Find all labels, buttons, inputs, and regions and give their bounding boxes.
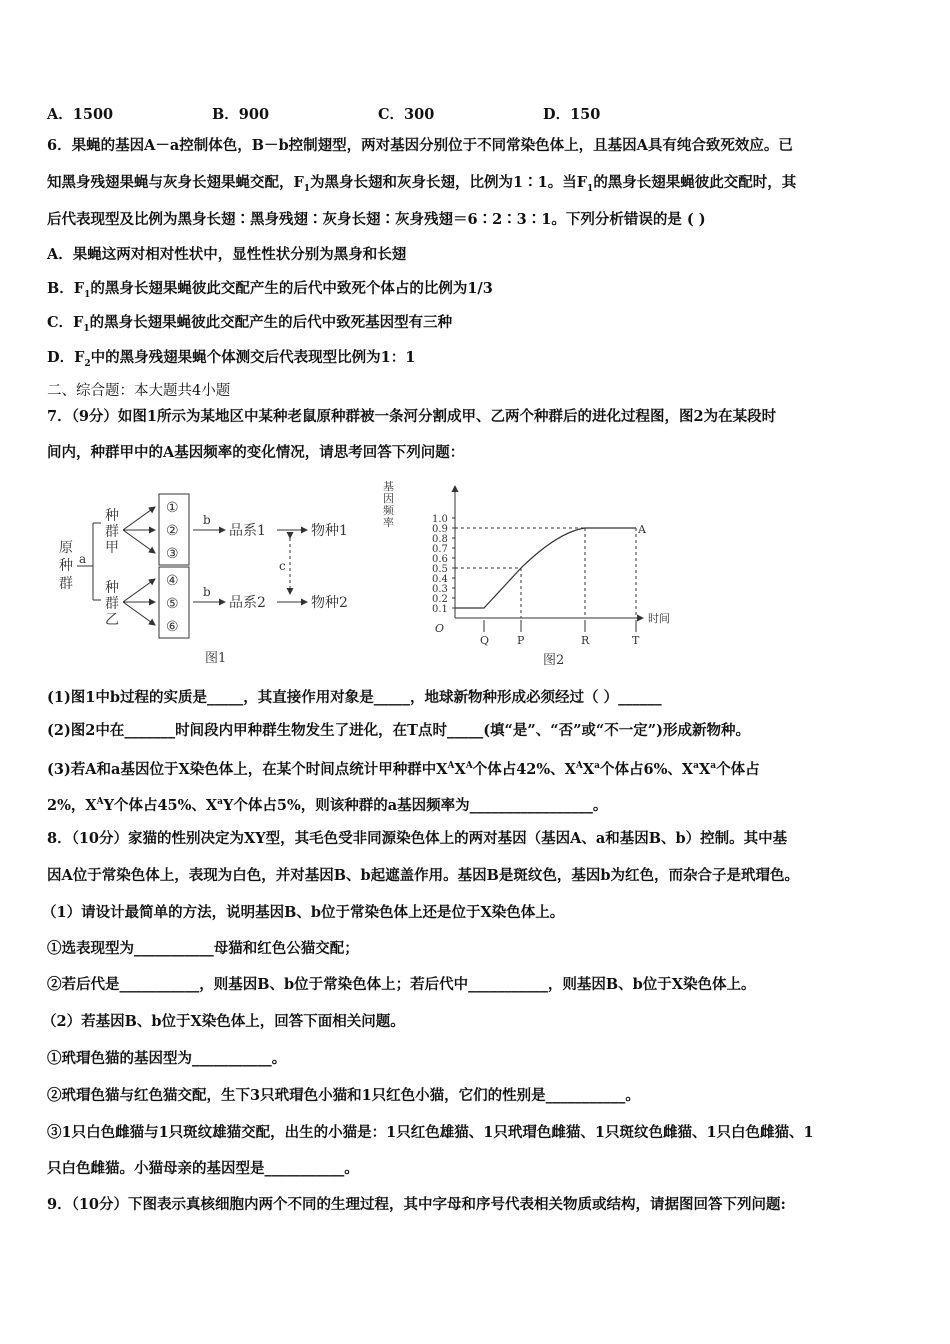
x-tick-label: Q <box>480 634 490 647</box>
species-1: 物种1 <box>311 523 348 539</box>
q7-part3-cont: 2%，$X^AY$个体占45%、$X^aY$个体占5%，则该种群的a基因频率为_________________。 <box>47 796 608 814</box>
y-tick-label: 0.9 <box>432 524 448 535</box>
ylabel-2: 因 <box>383 492 394 505</box>
pop-b-3: 乙 <box>105 612 119 628</box>
fig2-caption: 图2 <box>543 653 565 668</box>
q6-option-c: C．$F_1$的黑身长翅果蝇彼此交配产生的后代中致死基因型有三种 <box>47 314 453 334</box>
y-tick-label: 0.6 <box>432 554 448 565</box>
origin-label-3: 群 <box>59 576 73 592</box>
q6-option-b: B．$F_1$的黑身长翅果蝇彼此交配产生的后代中致死个体占的比例为1/3 <box>47 280 493 300</box>
q5-option-a: A．1500 <box>47 106 114 123</box>
frequency-curve <box>455 528 636 608</box>
strain-1: 品系1 <box>229 523 266 539</box>
ylabel-1: 基 <box>383 480 394 493</box>
q8-part1-a: ①选表现型为___________母猫和红色公猫交配； <box>47 940 359 957</box>
q7-part1: (1)图1中b过程的实质是_____，其直接作用对象是_____，地球新物种形成必须经过（ ）______ <box>47 689 662 706</box>
q9-stem: 9．（10分）下图表示真核细胞内两个不同的生理过程，其中字母和序号代表相关物质或结构，请据图回答下列问题: <box>47 1196 786 1213</box>
q5-option-c: C．300 <box>378 106 435 123</box>
circle-5: ⑤ <box>166 596 179 612</box>
origin-label: O <box>435 622 445 635</box>
y-tick-label: 1.0 <box>432 514 448 525</box>
pop-b-1: 种 <box>105 580 119 596</box>
y-tick-label: 0.2 <box>432 594 448 605</box>
q7-stem-line1: 7．（9分）如图1所示为某地区中某种老鼠原种群被一条河分割成甲、乙两个种群后的进化过程图，图2为在某段时 <box>47 408 777 425</box>
species-2: 物种2 <box>311 595 348 611</box>
ylabel-4: 率 <box>383 516 394 529</box>
pop-a-2: 群 <box>105 524 119 540</box>
figure-2-chart <box>375 478 705 673</box>
ylabel-3: 频 <box>383 504 394 517</box>
fig1-caption: 图1 <box>205 651 227 666</box>
q8-part2-b: ②玳瑁色猫与红色猫交配，生下3只玳瑁色小猫和1只红色小猫，它们的性别是___________。 <box>47 1087 640 1104</box>
c-label: c <box>279 559 286 573</box>
q8-part1-b: ②若后代是___________，则基因B、b位于常染色体上；若后代中___________，则基因B、b位于X染色体上。 <box>47 976 756 993</box>
y-tick-label: 0.4 <box>432 574 448 585</box>
x-tick-label: T <box>632 634 640 647</box>
q6-stem-line2: 知黑身残翅果蝇与灰身长翅果蝇交配，$F_1$为黑身长翅和灰身长翅，比例为1∶1。当$F_1$的黑身长翅果蝇彼此交配时，其 <box>47 174 797 194</box>
pop-a-1: 种 <box>105 508 119 524</box>
figure-1-diagram <box>55 490 375 675</box>
y-tick-label: 0.7 <box>432 544 448 555</box>
curve-label-a: A <box>638 523 646 536</box>
y-tick-label: 0.1 <box>432 604 448 615</box>
x-tick-label: P <box>517 634 525 647</box>
q8-part2-c: ③1只白色雌猫与1只斑纹雄猫交配，出生的小猫是：1只红色雄猫、1只玳瑁色雌猫、1只斑纹色雌猫、1只白色雌猫、1 <box>47 1124 814 1141</box>
circle-2: ② <box>166 523 179 539</box>
q6-stem-line3: 后代表现型及比例为黑身长翅∶黑身残翅∶灰身长翅∶灰身残翅＝6∶2∶3∶1。下列分析错误的是 ( ) <box>47 211 706 228</box>
y-tick-label: 0.3 <box>432 584 448 595</box>
q7-part2: (2)图2中在_______时间段内甲种群生物发生了进化，在T点时_____(填“是”、“否”或“不一定”)形成新物种。 <box>47 722 750 739</box>
origin-label-2: 种 <box>59 558 73 574</box>
y-tick-label: 0.5 <box>432 564 448 575</box>
xlabel: 时间 <box>648 612 670 625</box>
strain-2: 品系2 <box>229 595 266 611</box>
x-tick-label: R <box>581 634 590 647</box>
b-label-2: b <box>203 585 211 599</box>
pop-b-2: 群 <box>105 596 119 612</box>
q8-stem-line1: 8．（10分）家猫的性别决定为XY型，其毛色受非同源染色体上的两对基因（基因A、a和基因B、b）控制。其中基 <box>47 830 788 847</box>
pop-a-3: 甲 <box>105 540 119 556</box>
q8-stem-line2: 因A位于常染色体上，表现为白色，并对基因B、b起遮盖作用。基因B是斑纹色，基因b为红色，而杂合子是玳瑁色。 <box>47 867 800 884</box>
circle-6: ⑥ <box>166 619 179 635</box>
q8-part1: （1）请设计最简单的方法，说明基因B、b位于常染色体上还是位于X染色体上。 <box>42 904 565 921</box>
circle-4: ④ <box>166 573 179 589</box>
fig1-a-label: a <box>79 552 87 566</box>
q5-option-d: D．150 <box>543 106 601 123</box>
y-tick-label: 0.8 <box>432 534 448 545</box>
q5-option-b: B．900 <box>212 106 270 123</box>
q6-option-d: D．$F_2$中的黑身残翅果蝇个体测交后代表现型比例为1：1 <box>47 349 416 369</box>
q8-part2-c-cont: 只白色雌猫。小猫母亲的基因型是___________。 <box>47 1160 359 1177</box>
q6-option-a: A．果蝇这两对相对性状中，显性性状分别为黑身和长翅 <box>47 246 407 263</box>
circle-3: ③ <box>166 546 179 562</box>
q8-part2-a: ①玳瑁色猫的基因型为___________。 <box>47 1050 287 1067</box>
q7-part3: (3)若A和a基因位于X染色体上，在某个时间点统计甲种群中$X^AX^A$个体占42%、$X^AX^a$个体占6%、$X^aX^a$个体占 <box>47 760 760 778</box>
q6-stem-line1: 6．果蝇的基因A－a控制体色，B－b控制翅型，两对基因分别位于不同常染色体上，且基因A具有纯合致死效应。已 <box>47 137 793 154</box>
q7-stem-line2: 间内，种群甲中的A基因频率的变化情况，请思考回答下列问题： <box>47 444 465 461</box>
circle-1: ① <box>166 500 179 516</box>
q8-part2: （2）若基因B、b位于X染色体上，回答下面相关问题。 <box>42 1013 405 1030</box>
section-heading: 二、综合题：本大题共4小题 <box>47 383 231 399</box>
b-label-1: b <box>203 513 211 527</box>
origin-label-1: 原 <box>59 540 73 556</box>
